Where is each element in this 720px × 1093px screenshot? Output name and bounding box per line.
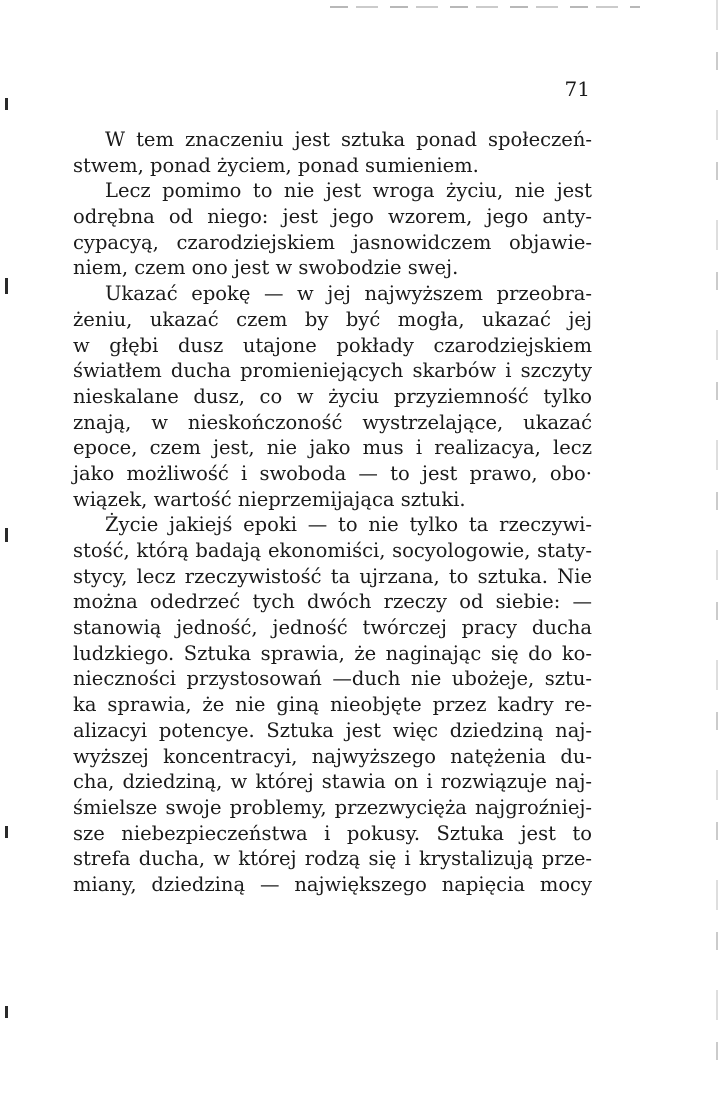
text-line: ludzkiego. Sztuka sprawia, że naginając się do ko- [73, 641, 592, 665]
text-line: śmielsze swoje problemy, przezwycięża najgroźniej- [73, 795, 592, 819]
text-line: Życie jakiejś epoki — to nie tylko ta rzeczywi- [105, 513, 592, 537]
text-line: w głębi dusz utajone pokłady czarodziejskiem [73, 333, 592, 357]
text-line: Ukazać epokę — w jej najwyższem przeobra- [105, 282, 592, 306]
text-line: W tem znaczeniu jest sztuka ponad społeczeń- [105, 128, 592, 151]
body-text [73, 127, 592, 898]
text-line: wyższej koncentracyi, najwyższego natężenia du- [73, 744, 592, 768]
text-line: strefa ducha, w której rodzą się i krystalizują prze- [73, 847, 592, 871]
text-line: żeniu, ukazać czem by być mogła, ukazać jej [73, 307, 592, 331]
text-line: sze niebezpieczeństwa i pokusy. Sztuka jest to [73, 821, 592, 845]
text-line: stwem, ponad życiem, ponad sumieniem. [73, 153, 479, 177]
text-line: jako możliwość i swoboda — to jest prawo, obo· [73, 461, 592, 485]
text-line: niem, czem ono jest w swobodzie swej. [73, 256, 459, 280]
scan-margin-mark [5, 278, 8, 294]
scan-margin-mark [5, 98, 8, 110]
text-line: znają, w nieskończoność wystrzelające, ukazać [73, 410, 592, 434]
text-line: stycy, lecz rzeczywistość ta ujrzana, to sztuka. Nie [73, 564, 592, 588]
text-line: odrębna od niego: jest jego wzorem, jego anty- [73, 205, 592, 229]
scan-margin-mark [5, 528, 8, 542]
scan-margin-mark [5, 1006, 8, 1018]
text-line: cha, dziedziną, w której stawia on i rozwiązuje naj- [73, 770, 592, 794]
text-line: stanowią jedność, jedność twórczej pracy ducha [73, 616, 592, 640]
scan-top-edge [330, 6, 640, 8]
text-line: stość, którą badają ekonomiści, socyologowie, staty- [73, 539, 592, 562]
text-line: światłem ducha promieniejących skarbów i szczyty [73, 359, 592, 383]
page-number: 71 [564, 77, 590, 101]
text-line: miany, dziedziną — największego napięcia mocy [73, 872, 592, 896]
text-line: można odedrzeć tych dwóch rzeczy od siebie: — [73, 590, 592, 614]
text-line: cypacyą, czarodziejskiem jasnowidczem objawie- [73, 230, 592, 254]
text-line: ka sprawia, że nie giną nieobjęte przez kadry re- [73, 693, 592, 717]
text-line: epoce, czem jest, nie jako mus i realizacya, lecz [73, 436, 592, 460]
text-line: Lecz pomimo to nie jest wroga życiu, nie jest [105, 179, 592, 203]
scan-right-edge [716, 0, 718, 1093]
scan-margin-mark [5, 826, 8, 838]
text-line: nieskalane dusz, co w życiu przyziemność tylko [73, 384, 592, 408]
text-line: wiązek, wartość nieprzemijająca sztuki. [73, 487, 466, 511]
text-line: alizacyi potencye. Sztuka jest więc dziedziną naj- [73, 718, 592, 742]
text-line: nieczności przystosowań —duch nie ubożeje, sztu- [73, 667, 592, 691]
